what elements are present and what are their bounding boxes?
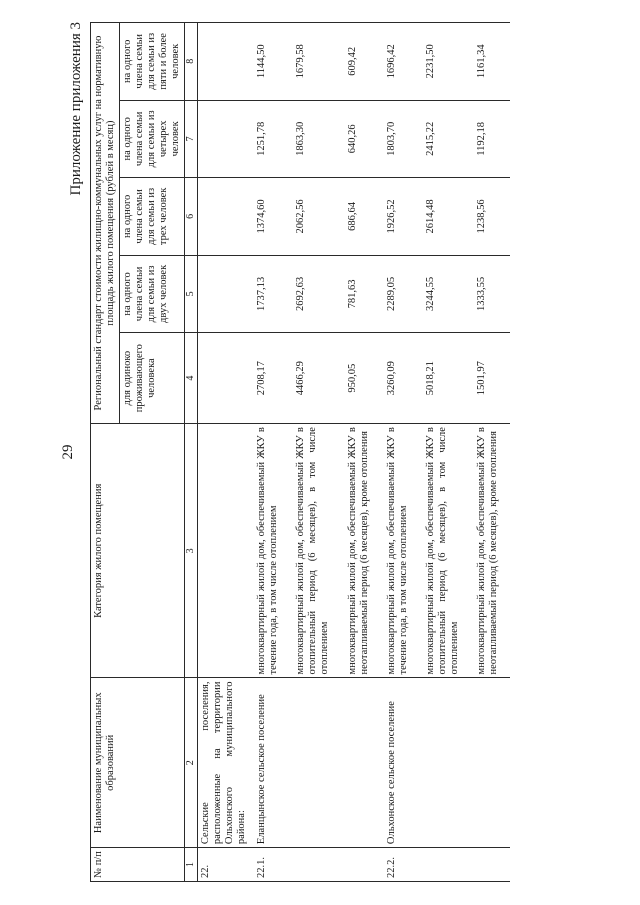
value-single: 3260,09 — [381, 333, 420, 424]
header-category: Категория жилого помещения — [91, 424, 185, 678]
header-no: № п/п — [91, 848, 185, 882]
value-two: 3244,55 — [420, 255, 471, 333]
value-five: 609,42 — [342, 23, 381, 101]
housing-category: многоквартирный жилой дом, обеспечиваемый ЖКУ в отопительный период (6 месяцев), в том числе отоплением — [420, 424, 471, 678]
value-three: 2062,56 — [290, 178, 341, 256]
housing-category: многоквартирный жилой дом, обеспечиваемый ЖКУ в течение года, в том числе отоплением — [250, 424, 290, 678]
table-row — [342, 23, 381, 882]
table-row — [250, 23, 290, 882]
header-municipality: Наименование муниципальных образований — [91, 678, 185, 848]
value-four: 1803,70 — [381, 100, 420, 178]
municipality-name: Еланцынское сельское поселение — [250, 678, 290, 848]
value-four: 1251,78 — [250, 100, 290, 178]
value-single: 5018,21 — [420, 333, 471, 424]
value-three: 686,64 — [342, 178, 381, 256]
value-two: 1333,55 — [471, 255, 510, 333]
index-cell: 8 — [185, 23, 198, 101]
index-cell: 4 — [185, 333, 198, 424]
group-name: Сельские поселения, расположенные на территории Ольхонского муниципального района: — [197, 678, 250, 848]
housing-category: многоквартирный жилой дом, обеспечиваемый ЖКУ в неотапливаемый период (6 месяцев), кроме отопления — [471, 424, 510, 678]
value-five: 1144,50 — [250, 23, 290, 101]
header-four: на одного члена семьи для семьи из четырех человек — [120, 100, 185, 178]
value-single: 2708,17 — [250, 333, 290, 424]
value-four: 640,26 — [342, 100, 381, 178]
index-cell: 2 — [185, 678, 198, 848]
value-two: 2289,05 — [381, 255, 420, 333]
value-three: 1926,52 — [381, 178, 420, 256]
page-number: 29 — [60, 444, 76, 460]
rotated-page — [60, 22, 620, 882]
value-single: 950,05 — [342, 333, 381, 424]
table-row — [290, 23, 341, 882]
value-four: 2415,22 — [420, 100, 471, 178]
index-cell: 6 — [185, 178, 198, 256]
value-two: 2692,63 — [290, 255, 341, 333]
housing-category: многоквартирный жилой дом, обеспечиваемый ЖКУ в отопительный период (6 месяцев), в том числе отоплением — [290, 424, 341, 678]
municipality-name: Ольхонское сельское поселение — [381, 678, 420, 848]
header-two: на одного члена семьи для семьи из двух человек — [120, 255, 185, 333]
row-number: 22.2. — [381, 848, 420, 882]
row-number: 22.1. — [250, 848, 290, 882]
value-five: 2231,50 — [420, 23, 471, 101]
table-row — [420, 23, 471, 882]
value-single: 4466,29 — [290, 333, 341, 424]
value-three: 1238,56 — [471, 178, 510, 256]
value-four: 1192,18 — [471, 100, 510, 178]
header-standard: Региональный стандарт стоимости жилищно-коммунальных услуг на нормативную площадь жилого помещения (рублей в месяц) — [91, 23, 120, 424]
header-five: на одного члена семьи для семьи из пяти и более человек — [120, 23, 185, 101]
group-row — [197, 23, 250, 882]
value-five: 1696,42 — [381, 23, 420, 101]
table-row — [471, 23, 510, 882]
header-three: на одного члена семьи для семьи из трех человек — [120, 178, 185, 256]
index-cell: 1 — [185, 848, 198, 882]
table-row — [381, 23, 420, 882]
value-five: 1161,34 — [471, 23, 510, 101]
value-two: 1737,13 — [250, 255, 290, 333]
value-three: 1374,60 — [250, 178, 290, 256]
header-single: для одиноко проживающего человека — [120, 333, 185, 424]
housing-category: многоквартирный жилой дом, обеспечиваемый ЖКУ в течение года, в том числе отоплением — [381, 424, 420, 678]
housing-category: многоквартирный жилой дом, обеспечиваемый ЖКУ в неотапливаемый период (6 месяцев), кроме отопления — [342, 424, 381, 678]
index-cell: 3 — [185, 424, 198, 678]
value-five: 1679,58 — [290, 23, 341, 101]
value-four: 1863,30 — [290, 100, 341, 178]
tariff-table — [90, 22, 510, 882]
index-cell: 7 — [185, 100, 198, 178]
appendix-title: Приложение приложения 3 — [68, 22, 84, 196]
index-cell: 5 — [185, 255, 198, 333]
value-three: 2614,48 — [420, 178, 471, 256]
value-two: 781,63 — [342, 255, 381, 333]
column-index-row — [185, 23, 198, 882]
group-number: 22. — [197, 848, 250, 882]
value-single: 1501,97 — [471, 333, 510, 424]
